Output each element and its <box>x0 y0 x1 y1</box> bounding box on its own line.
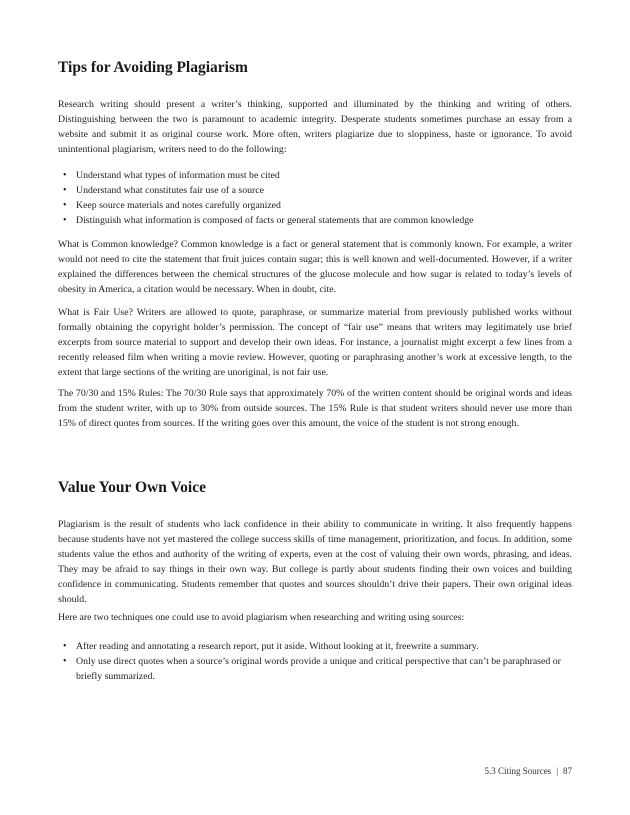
common-knowledge-paragraph: What is Common knowledge? Common knowledge is a fact or general statement that is commonly known. For example, a writer would not need to cite the statement that fruit juices contain sugar; this is well known and well-documented. However, if a writer explained the differences between the chemical structures of the glucose molecule and how sugar is related to today’s levels of obesity in America, a citation would be necessary. When in doubt, cite. <box>58 239 572 295</box>
fair-use-paragraph: What is Fair Use? Writers are allowed to quote, paraphrase, or summarize material from previously published works without formally obtaining the copyright holder’s permission. The concept of “fair use” means that writers may legitimately use brief excerpts from source material to support and develop their own ideas. For instance, a journalist might excerpt a few lines from a recently released film when writing a movie review. However, quoting or paraphrasing another’s work at excessive length, to the extent that large sections of the writing are unoriginal, is not fair use. <box>58 307 572 378</box>
list-item: • Understand what types of information must be cited <box>58 168 572 183</box>
list-item: • Only use direct quotes when a source’s original words provide a unique and critical perspective that can’t be paraphrased or briefly summarized. <box>58 654 572 684</box>
techniques-bullet-list <box>58 639 572 684</box>
footer-section-title: 5.3 Citing Sources <box>484 766 552 776</box>
tips-bullet-list <box>58 168 572 228</box>
section-heading-tips: Tips for Avoiding Plagiarism <box>58 59 248 76</box>
voice-paragraph: Plagiarism is the result of students who lack confidence in their ability to communicate in writing. It also frequently happens because students have not yet mastered the college success skills of time management, prioritization, and focus. In addition, some students value the ethos and authority of the writing of experts, even at the cost of valuing their own words, phrasing, and ideas. They may be afraid to say things in their own way. But college is partly about students finding their own voices and building confidence in communicating. Students remember that quotes and sources shouldn’t drive their papers. Their own original ideas should. <box>58 519 572 605</box>
techniques-intro-paragraph: Here are two techniques one could use to avoid plagiarism when researching and writing using sources: <box>58 612 465 623</box>
section-heading-voice: Value Your Own Voice <box>58 479 206 496</box>
page-footer <box>484 766 572 776</box>
footer-separator: | <box>556 766 558 776</box>
rules-paragraph: The 70/30 and 15% Rules: The 70/30 Rule says that approximately 70% of the written content should be original words and ideas from the student writer, with up to 30% from outside sources. The 15% Rule is that student writers should never use more than 15% of direct quotes from sources. If the writing goes over this amount, the voice of the student is not strong enough. <box>58 388 572 429</box>
list-item: • Distinguish what information is composed of facts or general statements that are common knowledge <box>58 213 572 228</box>
page-number: 87 <box>563 766 572 776</box>
list-item: • Understand what constitutes fair use of a source <box>58 183 572 198</box>
list-item: • After reading and annotating a research report, put it aside. Without looking at it, freewrite a summary. <box>58 639 572 654</box>
intro-paragraph: Research writing should present a writer’s thinking, supported and illuminated by the thinking and writing of others. Distinguishing between the two is paramount to academic integrity. Desperate students sometimes purchase an essay from a website and submit it as original course work. More often, writers plagiarize due to sloppiness, haste or ignorance. To avoid unintentional plagiarism, writers need to do the following: <box>58 99 572 155</box>
list-item: • Keep source materials and notes carefully organized <box>58 198 572 213</box>
